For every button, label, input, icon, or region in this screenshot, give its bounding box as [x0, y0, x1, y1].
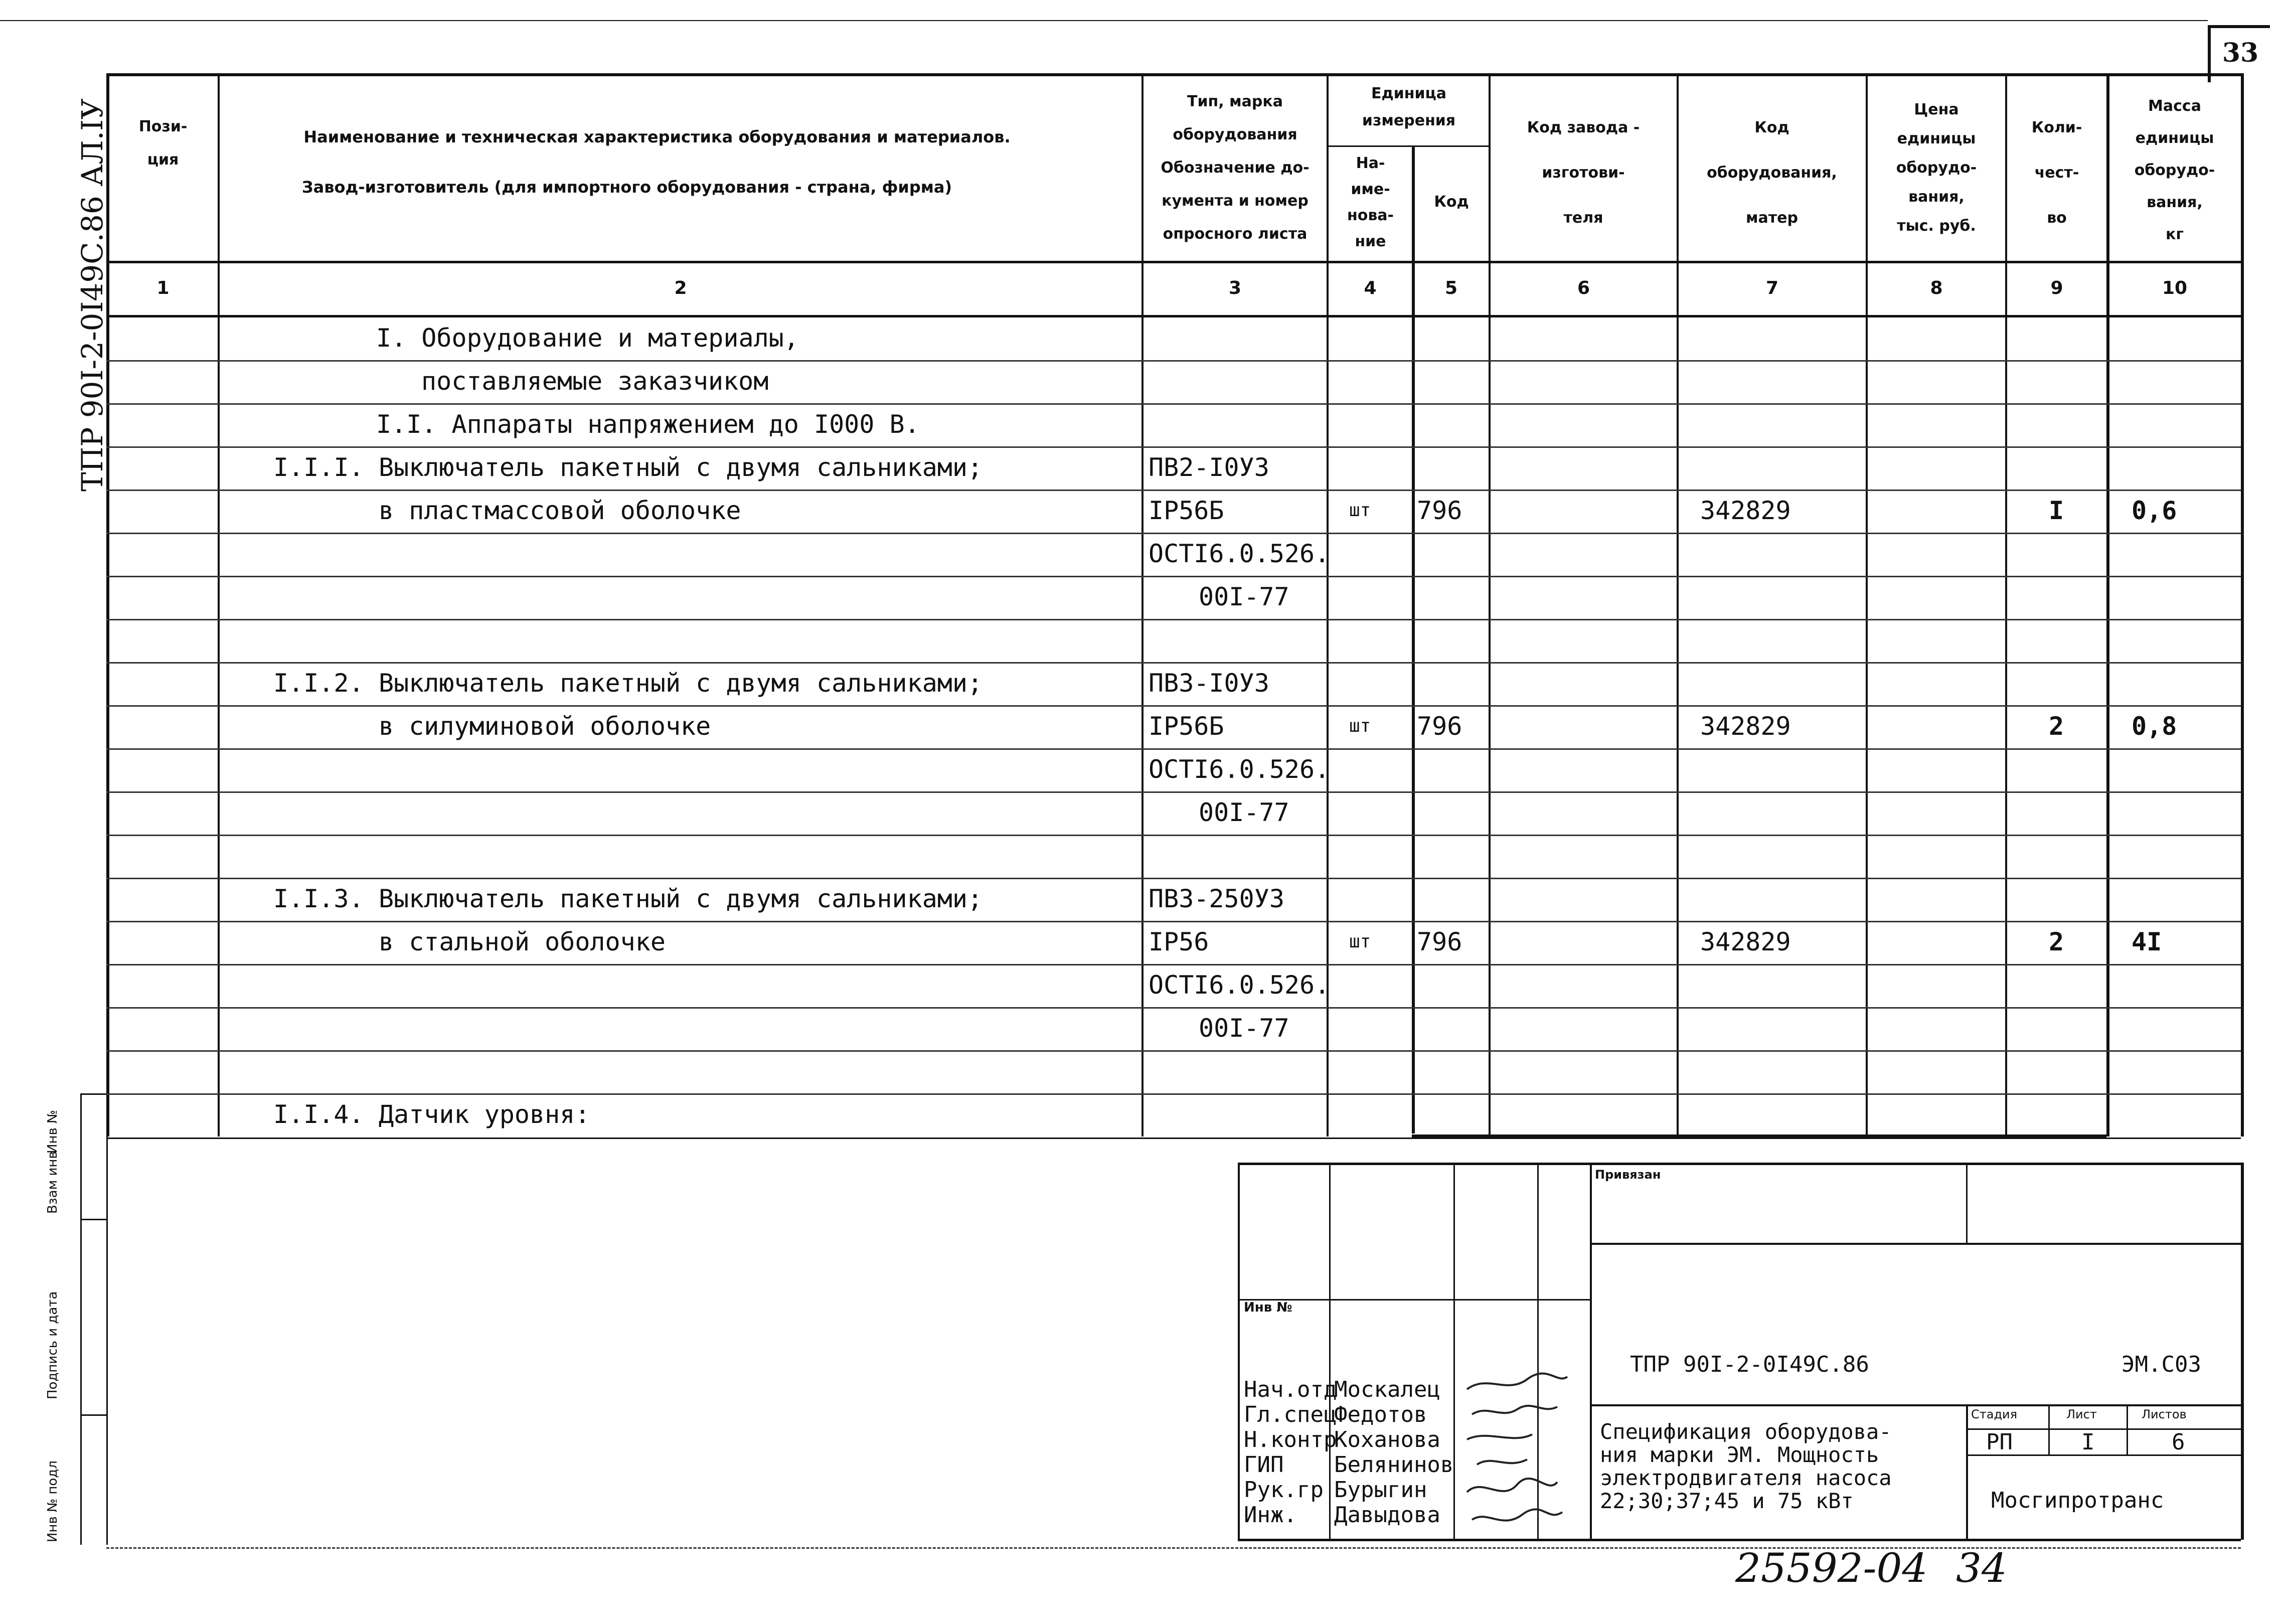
colnum-6: 6 — [1577, 278, 1590, 298]
row-unit: шт — [1349, 931, 1371, 952]
privyazan-label: Привязан — [1595, 1168, 1661, 1182]
row-divider — [106, 1007, 2241, 1009]
row-pos: I.I.I. — [273, 453, 364, 482]
page-number: 33 — [2222, 38, 2259, 68]
side-document-code: ТПР 90I-2-0I49С.86 АЛ.IУ — [75, 98, 109, 492]
staff-name: Давыдова — [1334, 1502, 1440, 1528]
header-mass: Масса единицы оборудо- вания, кг — [2134, 97, 2215, 243]
colnum-2: 2 — [674, 278, 687, 298]
colnum-9: 9 — [2050, 278, 2063, 298]
stage-value: РП — [1986, 1429, 2013, 1455]
header-name: Наименование и техническая характеристика оборудования и материалов. — [303, 127, 1011, 146]
row-type: ОСТI6.0.526. — [1149, 970, 1330, 1000]
staff-name: Бурыгин — [1334, 1477, 1427, 1503]
title-line: ния марки ЭМ. Мощность — [1600, 1442, 1879, 1467]
staff-role: Рук.гр — [1244, 1477, 1324, 1503]
row-name: в силуминовой оболочке — [379, 712, 711, 741]
row-name: Выключатель пакетный с двумя сальниками; — [379, 453, 983, 482]
sheets-label: Листов — [2142, 1407, 2187, 1421]
row-divider — [106, 835, 2241, 836]
header-position: Пози- ция — [138, 118, 188, 169]
row-qty: 2 — [2048, 712, 2064, 741]
inv-number-label: Инв № — [1244, 1300, 1292, 1315]
row-divider — [106, 791, 2241, 793]
row-unit: шт — [1349, 716, 1371, 736]
colnum-7: 7 — [1765, 278, 1779, 298]
footer-page-number: 34 — [1956, 1545, 2007, 1591]
row-type: ОСТI6.0.526. — [1149, 539, 1330, 568]
staff-role: Н.контр — [1244, 1427, 1337, 1452]
row-qty: 2 — [2048, 927, 2064, 956]
title-line: Спецификация оборудова- — [1600, 1419, 1892, 1444]
title-line: 22;30;37;45 и 75 кВт — [1600, 1489, 1854, 1513]
row-type: ОСТI6.0.526. — [1149, 755, 1330, 784]
row-divider — [106, 619, 2241, 620]
row-name: Выключатель пакетный с двумя сальниками; — [379, 884, 983, 913]
side-label-vzam: Взам инв — [45, 1151, 60, 1214]
signatures — [1457, 1369, 1577, 1540]
side-label-inv-podl: Инв № подл — [45, 1460, 60, 1542]
sheet-value: I — [2081, 1429, 2095, 1455]
staff-name: Москалец — [1334, 1377, 1440, 1402]
row-pos: I.I.3. — [273, 884, 364, 913]
row-pos: I.I.2. — [273, 669, 364, 698]
header-unit-code: Код — [1434, 193, 1469, 211]
staff-name: Белянинов — [1334, 1452, 1454, 1478]
archive-number: 25592-04 — [1735, 1545, 1928, 1591]
row-name: в стальной оболочке — [379, 927, 666, 956]
staff-name: Коханова — [1334, 1427, 1440, 1452]
row-pos: I.I.4. — [273, 1100, 364, 1129]
sheet-label: Лист — [2066, 1407, 2097, 1421]
side-label-sign-date: Подпись и дата — [45, 1291, 60, 1399]
staff-role: Инж. — [1244, 1502, 1297, 1528]
row-name: поставляемые заказчиком — [421, 367, 769, 396]
colnum-4: 4 — [1364, 278, 1377, 298]
staff-name: Федотов — [1334, 1402, 1427, 1427]
document-code: ТПР 90I-2-0I49С.86 — [1630, 1352, 1869, 1377]
row-type: IР56Б — [1149, 712, 1224, 741]
row-code: 796 — [1417, 712, 1462, 741]
header-manufacturer: Завод-изготовитель (для импортного оборудования - страна, фирма) — [301, 178, 952, 197]
row-mass: 0,6 — [2132, 496, 2177, 525]
row-name: Датчик уровня: — [379, 1100, 590, 1129]
row-qty: I — [2048, 496, 2064, 525]
row-type: 00I-77 — [1199, 1014, 1289, 1043]
row-name: I. Оборудование и материалы, — [376, 323, 799, 353]
colnum-1: 1 — [156, 278, 170, 298]
row-type: IР56 — [1149, 927, 1209, 956]
row-type: ПВЗ-250УЗ — [1149, 884, 1284, 913]
header-type: Тип, марка оборудования Обозначение до- кумента и номер опросного листа — [1161, 93, 1310, 243]
row-mass: 4I — [2132, 927, 2162, 956]
header-manufacturer-code: Код завода - изготови- теля — [1527, 119, 1640, 227]
colnum-10: 10 — [2162, 278, 2188, 298]
header-quantity: Коли- чест- во — [2031, 119, 2082, 227]
header-price: Цена единицы оборудо- вания, тыс. руб. — [1896, 101, 1977, 235]
sheet-code: ЭМ.С03 — [2121, 1352, 2201, 1377]
colnum-3: 3 — [1228, 278, 1242, 298]
stage-label: Стадия — [1971, 1407, 2018, 1421]
row-unit: шт — [1349, 500, 1371, 521]
staff-role: Гл.спец — [1244, 1402, 1337, 1427]
row-type: 00I-77 — [1199, 798, 1289, 827]
staff-role: ГИП — [1244, 1452, 1284, 1478]
row-name: Выключатель пакетный с двумя сальниками; — [379, 669, 983, 698]
row-code: 796 — [1417, 927, 1462, 956]
row-divider — [106, 576, 2241, 577]
row-type: ПВЗ-I0УЗ — [1149, 669, 1269, 698]
header-unit: Единица измерения — [1362, 85, 1456, 129]
row-type: IР56Б — [1149, 496, 1224, 525]
row-equip: 342829 — [1700, 496, 1791, 525]
colnum-8: 8 — [1930, 278, 1943, 298]
sheets-value: 6 — [2172, 1429, 2185, 1455]
row-type: 00I-77 — [1199, 582, 1289, 611]
row-name: I.I. Аппараты напряжением до I000 В. — [376, 410, 920, 439]
row-divider — [106, 1050, 2241, 1052]
row-name: в пластмассовой оболочке — [379, 496, 741, 525]
header-equipment-code: Код оборудования, матер — [1707, 119, 1837, 227]
colnum-5: 5 — [1444, 278, 1458, 298]
side-label-inv: Инв № — [45, 1109, 60, 1154]
title-line: электродвигателя насоса — [1600, 1466, 1892, 1490]
organization-name: Мосгипротранс — [1991, 1488, 2164, 1513]
row-mass: 0,8 — [2132, 712, 2177, 741]
row-code: 796 — [1417, 496, 1462, 525]
row-equip: 342829 — [1700, 712, 1791, 741]
staff-role: Нач.отд — [1244, 1377, 1337, 1402]
row-equip: 342829 — [1700, 927, 1791, 956]
row-type: ПВ2-I0УЗ — [1149, 453, 1269, 482]
header-unit-name: На- име- нова- ние — [1347, 154, 1394, 250]
